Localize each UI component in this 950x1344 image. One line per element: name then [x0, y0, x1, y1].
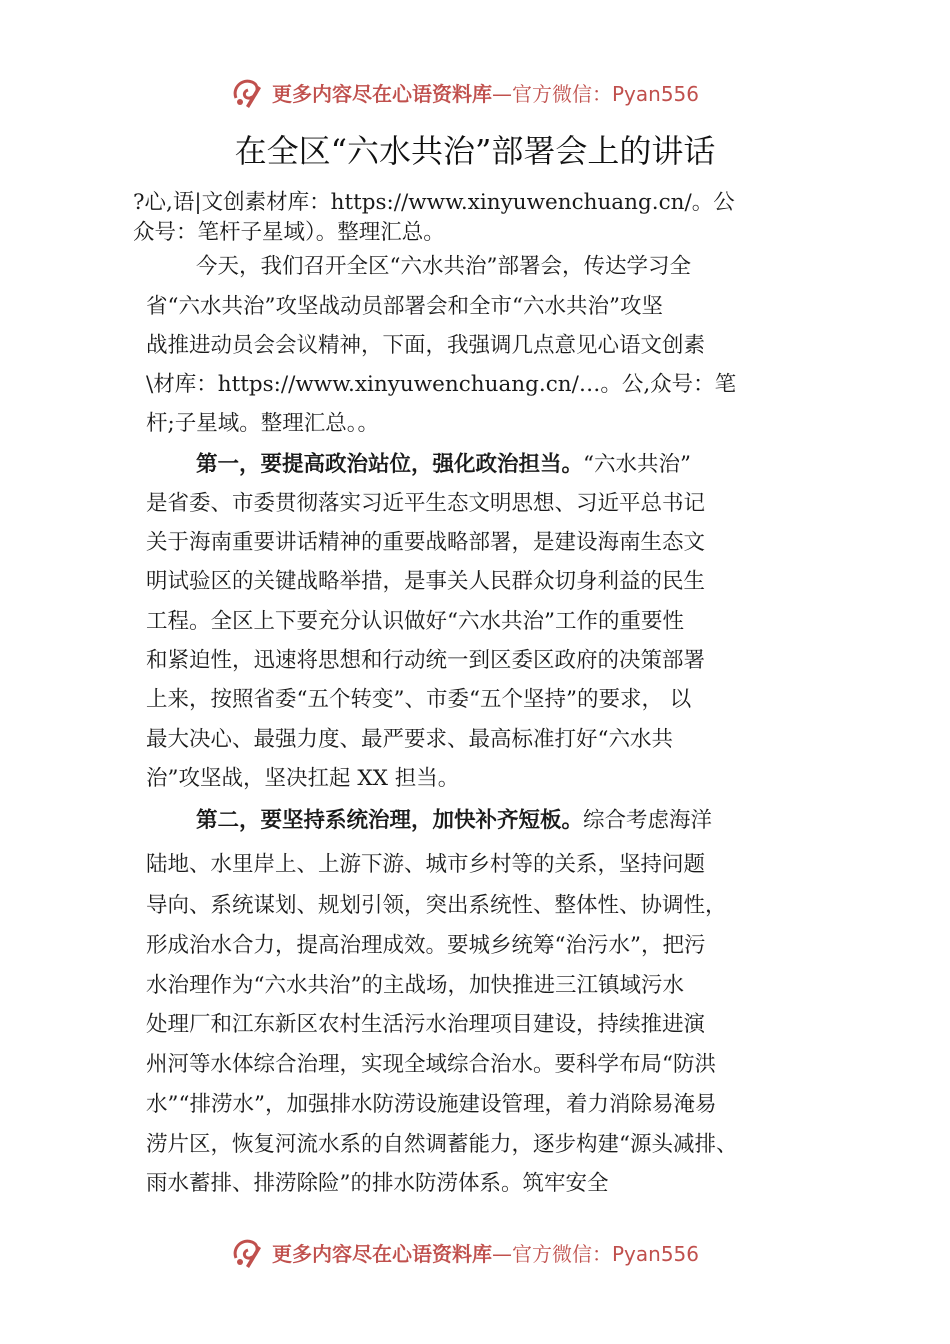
- watermark-text: 更多内容尽在心语资料库—官方微信：Pyan556: [272, 81, 700, 106]
- watermark-text: 更多内容尽在心语资料库—官方微信：Pyan556: [272, 1241, 700, 1266]
- paragraph-line: 雨水蓄排、排涝除险”的排水防涝体系。筑牢安全: [146, 1171, 609, 1196]
- paragraph-line: 明试验区的关键战略举措，是事关人民群众切身利益的民生: [146, 569, 706, 594]
- paragraph-line: 杆;子星域。整理汇总。。: [146, 411, 379, 436]
- paragraph-line: 治”攻坚战，坚决扛起 XX 担当。: [146, 766, 460, 791]
- section-first-line: 第二，要坚持系统治理，加快补齐短板。综合考虑海洋: [196, 808, 713, 833]
- paragraph-line: 关于海南重要讲话精神的重要战略部署，是建设海南生态文: [146, 530, 706, 555]
- paragraph-line: 战推进动员会会议精神，下面，我强调几点意见心语文创素: [146, 333, 706, 358]
- paragraph-line: 今天，我们召开全区“六水共治”部署会，传达学习全: [196, 254, 691, 279]
- section-heading: 第二，要坚持系统治理，加快补齐短板。: [196, 808, 584, 833]
- section-heading: 第一，要提高政治站位，强化政治担当。: [196, 452, 584, 477]
- paragraph-line: 水”“排涝水”，加强排水防涝设施建设管理，着力消除易淹易: [146, 1092, 717, 1117]
- document-title: 在全区“六水共治”部署会上的讲话: [234, 132, 716, 170]
- paragraph-line: 处理厂和江东新区农村生活污水治理项目建设，持续推进演: [146, 1012, 706, 1037]
- paragraph-line: 涝片区，恢复河流水系的自然调蓄能力，逐步构建“源头减排、: [146, 1132, 738, 1157]
- paragraph-line: \材库：https://www.xinyuwenchuang.cn/…。公,众号：笔: [146, 372, 737, 397]
- paragraph-line: 水治理作为“六水共治”的主战场，加快推进三江镇域污水: [146, 973, 684, 998]
- section-first-line: 第一，要提高政治站位，强化政治担当。“六水共治”: [196, 452, 691, 477]
- pen-swirl-logo-icon: [228, 1232, 268, 1272]
- paragraph-line: 是省委、市委贯彻落实习近平生态文明思想、习近平总书记: [146, 491, 706, 516]
- paragraph-line: 州河等水体综合治理，实现全域综合治水。要科学布局“防洪: [146, 1052, 716, 1077]
- paragraph-line: 最大决心、最强力度、最严要求、最高标准打好“六水共: [146, 727, 673, 752]
- watermark-banner-bottom: [228, 1232, 728, 1272]
- paragraph-line: 导向、系统谋划、规划引领，突出系统性、整体性、协调性，: [146, 893, 727, 918]
- source-note-line: 众号：笔杆子星域）。整理汇总。: [133, 220, 445, 245]
- watermark-banner-top: [228, 72, 728, 112]
- paragraph-line: 工程。全区上下要充分认识做好“六水共治”工作的重要性: [146, 609, 684, 634]
- paragraph-line: 省“六水共治”攻坚战动员部署会和全市“六水共治”攻坚: [146, 294, 663, 319]
- paragraph-line: 陆地、水里岸上、上游下游、城市乡村等的关系，坚持问题: [146, 852, 706, 877]
- paragraph-line: 形成治水合力，提高治理成效。要城乡统筹“治污水”，把污: [146, 933, 706, 958]
- source-note-line: ?心,语|文创素材库：https://www.xinyuwenchuang.cn/。公: [133, 190, 735, 215]
- pen-swirl-logo-icon: [228, 72, 268, 112]
- paragraph-line: 和紧迫性，迅速将思想和行动统一到区委区政府的决策部署: [146, 648, 706, 673]
- paragraph-line: 上来，按照省委“五个转变”、市委“五个坚持”的要求， 以: [146, 687, 692, 712]
